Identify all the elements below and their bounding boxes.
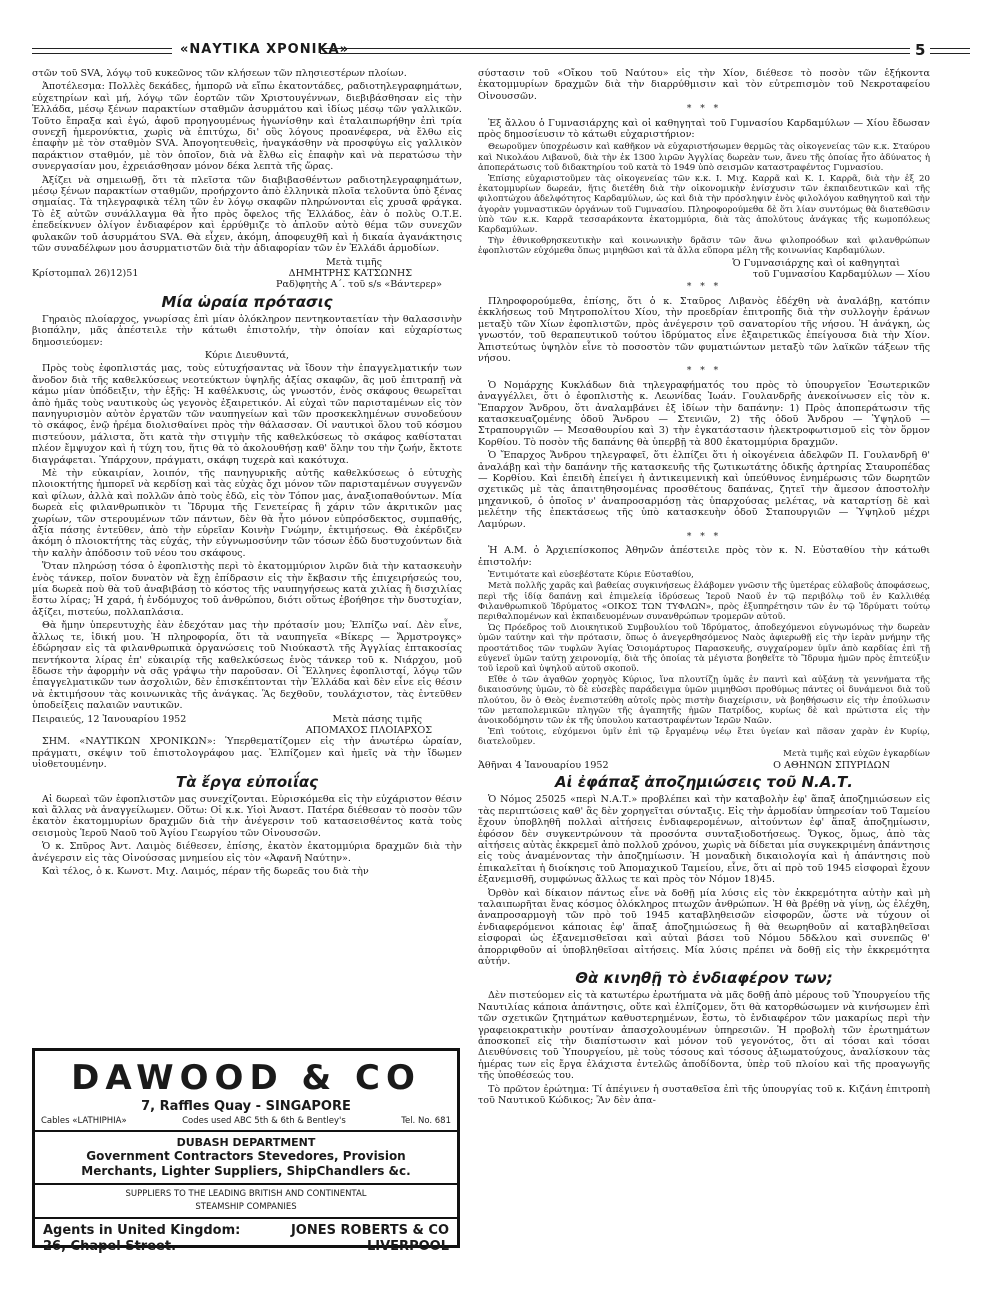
ad-department: DUBASH DEPARTMENT — [176, 1136, 316, 1149]
ad-services-line: Merchants, Lighter Suppliers, ShipChandlers &c. — [81, 1164, 411, 1178]
ad-agents — [35, 1223, 457, 1255]
quoted-paragraph: Ὡς Πρόεδρος τοῦ Διοικητικοῦ Συμβουλίου τοῦ Ἱδρύματος, ἀποδεχόμενοι εὐγνωμόνως τὴν δωρεὰν ὑμῶν ταύτην καὶ τὴν πρότασιν, ὅπως ὁ ἀνεγερθησόμενος Ναὸς ἀφιερωθῇ εἰς τὴν ἱερὰν μνήμην τῆς προστάτιδος τῶν τυφλῶν Ἁγίας Ὁσιομάρτυρος Παρασκευῆς, συγχαίρομεν ὑμῖν ἀπὸ καρδίας ἐπὶ τῇ εὐγενεῖ ὑμῶν ταύτῃ χειρονομίᾳ, διὰ τῆς ὁποίας τὰ μέγιστα βοηθεῖτε τὸ Ἵδρυμα ἡμῶν πρὸς ἐπιτεύξιν τοῦ ἱεροῦ καὶ ὑψηλοῦ αὐτοῦ σκοποῦ. — [478, 623, 930, 675]
article-paragraph: Ὁ κ. Σπῦρος Ἀντ. Λαιμὸς διέθεσεν, ἐπίσης, ἑκατὸν ἑκατομμύρια δραχμῶν διὰ τὴν ἀνέγερσιν εἰς τὰς Οἰνούσσας μνημείου εἰς τὸν «Ἀφανῆ Ναύτην». — [32, 841, 462, 864]
section-separator: * * * — [686, 532, 722, 543]
article-paragraph: Ὅταν πληρώσῃ τόσα ὁ ἐφοπλιστὴς περὶ τὸ ἑκατομμύριον λιρῶν διὰ τὴν κατασκευὴν ἑνὸς τάνκερ, ποῖον δυνατὸν νὰ ἔχῃ ἐπίδρασιν εἰς τὴν ἔκβασιν τῆς ἐπιχειρήσεώς του, μία δωρεὰ ποὺ θὰ τοῦ ἀναβιβάσῃ τὸ κόστος τῆς ναυπηγήσεως κατὰ χιλίας ἢ δισχιλίας ἔστω λίρας; Ἡ χαρά, ἡ ἐνδόμυχος τοῦ ἀνθρώπου, διότι οὕτως ἐβοήθησε τὴν δυστυχίαν, ἀξίζει, πιστεύω, πολλαπλάσια. — [32, 561, 462, 618]
signature-role: Ραδ)φητὴς Α΄. τοῦ s/s «Βάντερερ» — [276, 279, 442, 291]
ad-agents-row — [43, 1239, 449, 1255]
signature-name: ΔΗΜΗΤΡΗΣ ΚΑΤΣΩΝΗΣ — [288, 267, 412, 279]
article-paragraph: Ὁ Νομάρχης Κυκλάδων διὰ τηλεγραφήματός του πρὸς τὸ ὑπουργεῖον Ἐσωτερικῶν ἀναγγέλλει, ὅτι ὁ ἐφοπλιστὴς κ. Λεωνίδας Ἰωάν. Γουλανδρῆς ἀνεκοίνωσεν εἰς τὸν κ. Ἔπαρχον Ἄνδρου, ὅτι ἀναλαμβάνει ἐξ ἰδίων τὴν δαπάνην: 1) Πρὸς ἀποπεράτωσιν τῆς κατασκευαζομένης ὁδοῦ Ἄνδρου — Στενιῶν, 2) τῆς ὁδοῦ Ἄνδρου — Ὑψηλοῦ — Στραπουργιῶν — Μεσαθουρίου καὶ 3) τὴν ἐγκατάστασιν ἠλεκτροφωτισμοῦ εἰς τὸν ὅρμον Κορθίου. Τὸ ποσὸν τῆς δαπάνης θὰ ὑπερβῇ τὰ 800 ἑκατομμύρια δραχμῶν. — [478, 379, 930, 448]
article-paragraph: Ἐξ ἄλλου ὁ Γυμνασιάρχης καὶ οἱ καθηγηταὶ τοῦ Γυμνασίου Καρδαμύλων — Χίου ἔδωσαν πρὸς δημοσίευσιν τὸ κάτωθι εὐχαριστήριον: — [478, 117, 930, 141]
article-paragraph: Ἀξίζει νὰ σημειωθῇ, ὅτι τὰ πλεῖστα τῶν διαβιβασθέντων ραδιοτηλεγραφημάτων, μέσῳ ξένων παρακτίων σταθμῶν, προήρχοντο ἀπὸ ἑλληνικὰ πλοῖα τελοῦντα ὑπὸ ξένας σημαίας. Τὰ τηλεγραφικὰ τέλη τῶν ἐν λόγῳ σκαφῶν πληρώνονται εἰς χρυσᾶ φράγκα. Τὸ ἐξ αὐτῶν συνάλλαγμα θὰ ἦτο πρὸς ὄφελος τῆς Ἑλλάδος, ἐὰν ὁ πολὺς Ο.Τ.Ε. ἐπεδείκνυεν ὀλίγον ἐνδιαφέρον καὶ ἐρρύθμιζε τὸ ἁπλοῦν αὐτὸ θέμα τῶν συνεχῶν φυλακῶν τοῦ ἀσυρμάτου SVA. Θὰ εἶχεν, ἀκόμη, ἀποφευχθῆ καὶ ἡ δικαία ἀγανάκτησις τῶν συναδέλφων μου ἀσυρματιστῶν διὰ τὴν ἀδιαφορίαν τῶν ἐν Ἑλλάδι ἁρμοδίων. — [32, 174, 462, 255]
quoted-paragraph: Ἐντιμότατε καὶ εὐσεβέστατε Κύριε Εὐσταθίου, — [488, 570, 694, 581]
headline-proposal: Μία ὡραία πρότασις — [161, 292, 333, 311]
ad-telephone: Tel. No. 681 — [401, 1116, 451, 1126]
signature-place-date: Πειραιεύς, 12 Ἰανουαρίου 1952 — [32, 713, 187, 725]
article-paragraph: Καὶ τέλος, ὁ κ. Κωνστ. Μιχ. Λαιμός, πέραν τῆς δωρεᾶς του διὰ τὴν — [42, 866, 369, 877]
header-rule-left — [32, 48, 172, 54]
ad-agents-label: Agents in United Kingdom: — [43, 1223, 241, 1238]
quoted-signature: τοῦ Γυμνασίου Καρδαμύλων — Χίου — [752, 269, 930, 281]
newspaper-title: «ΝΑΥΤΙΚΑ ΧΡΟΝΙΚΑ» — [180, 42, 349, 57]
ad-codes: Codes used ABC 5th & 6th & Bentley's — [182, 1116, 346, 1126]
signature-name: ΑΠΟΜΑΧΟΣ ΠΛΟΙΑΡΧΟΣ — [305, 724, 432, 736]
ad-cables: Cables «LATHIPHIA» — [41, 1116, 127, 1126]
signature-row — [478, 760, 930, 771]
article-paragraph: Ὁ Ἔπαρχος Ἄνδρου τηλεγραφεῖ, ὅτι ἐλπίζει ὅτι ἡ οἰκογένεια ἀδελφῶν Π. Γουλανδρῆ θ' ἀναλάβῃ καὶ τὴν δαπάνην τῆς κατασκευῆς τῆς ζωτικωτάτης ὁδικῆς ἀρτηρίας Σταυροπέδας — Κορθίου. Καὶ ἐπειδὴ ἐπείγει ἡ ἀντικειμενικὴ καὶ ὑπεύθυνος ἐνημέρωσις τῶν δωρητῶν σχετικῶς μὲ τὰς ἀπαιτηθησομένας προσθέτους δαπάνας, ζητεῖ τὴν ἄμεσον ἀποστολὴν μηχανικοῦ, ὁ ὁποῖος ν' ἀναπροσαρμόσῃ τὰς ὑπαρχούσας μελέτας, νὰ καταρτίσῃ δὲ καὶ μελέτην τῆς ἐπεκτάσεως τῆς ὑπὸ κατασκευὴν ὁδοῦ Σταπουργιῶν — Ὑψηλοῦ μέχρι Λαμύρων. — [478, 450, 930, 530]
article-paragraph: Γηραιὸς πλοίαρχος, γνωρίσας ἐπὶ μίαν ὁλόκληρον πεντηκονταετίαν τὴν θαλασσινὴν βιοπάλην, μᾶς ἀπέστειλε τὴν κάτωθι ἐπιστολήν, τὴν ὁποίαν καὶ εὐχαρίστως δημοσιεύομεν: — [32, 313, 462, 348]
article-paragraph: Ἀποτέλεσμα: Πολλὲς δεκάδες, ἡμπορῶ νὰ εἴπω ἑκατοντάδες, ραδιοτηλεγραφημάτων, εὐχετηρίων καὶ μή, λόγῳ τῶν ἑορτῶν τῶν Χριστουγέννων, διεβιβάσθησαν εἰς τὴν Ἑλλάδα, μέσῳ ξένων παρακτίων σταθμῶν ἀσυρμάτου καὶ ἰδίως μέσῳ τῶν γαλλικῶν. Τοῦτο ἔπραξα καὶ ἐγώ, ἀφοῦ προηγουμένως ἠγωνίσθην καὶ ἐταλαιπωρήθην ἐπὶ τρία συνεχῆ ἡμερονύκτια, χωρὶς νὰ ἐπιτύχω, δι' οὓς λόγους προανέφερα, νὰ ἔλθω εἰς ἐπαφὴν μὲ τὸν σταθμὸν SVA. Ἀπογοητευθεὶς, ἠναγκάσθην νὰ προσφύγω εἰς γαλλικὸν παράκτιον σταθμόν, μὲ τὸν ὁποῖον, διὰ νὰ ἔλθω εἰς ἐπαφὴν καὶ νὰ περατώσω τὴν συνεργασίαν μου, ἐχρειάσθησαν μόνον δέκα λεπτὰ τῆς ὥρας. — [32, 81, 462, 173]
ad-suppliers-line: SUPPLIERS TO THE LEADING BRITISH AND CONTINENTAL — [125, 1189, 367, 1199]
ad-agents-city: LIVERPOOL — [367, 1239, 449, 1254]
quoted-closing: Μετὰ τιμῆς καὶ εὐχῶν ἐγκαρδίων — [783, 748, 930, 759]
ad-contact-row — [41, 1116, 451, 1126]
article-paragraph: Ὀρθὸν καὶ δίκαιον πάντως εἶνε νὰ δοθῇ μία λύσις εἰς τὸν ἐκκρεμότητα αὐτὴν καὶ μὴ ταλαιπωρῆται ἕνας κόσμος ὁλόκληρος πτωχῶν ἀνθρώπων. Ἡ θὰ βρέθῃ νὰ γίνῃ, ὡς ἐλέχθη, ἀναπροσαρμογὴ τῶν πρὸ τοῦ 1945 καταβληθεισῶν εἰσφορῶν, ὥστε νὰ τύχουν οἱ ἐνδιαφερόμενοι κάποιας ἐφ' ἅπαξ ἀποζημιώσεως ἢ θὰ θεωρηθοῦν αἱ καταβληθεῖσαι εἰσφοραὶ ὡς ἐξανεμισθεῖσαι καὶ αὐταὶ βάσει τοῦ Νόμου 5δ&λου καὶ συνεπῶς θ' ἀπορριφθοῦν αἱ ὑποβληθεῖσαι αἰτήσεις. Μία λύσις πρέπει νὰ δοθῇ εἰς τὴν ἐκκρεμότητα αὐτήν. — [478, 887, 930, 967]
article-paragraph: Πρὸς τοὺς ἐφοπλιστάς μας, τοὺς εὐτυχήσαντας νὰ ἴδουν τὴν ἐπαγγελματικήν των ἄνοδον διὰ τῆς καθελκύσεως νεοτεύκτων ὑψηλῆς ἀξίας σκαφῶν, ἂς μοῦ ἐπιτραπῇ νὰ κάμω μίαν ὑπόδειξιν, τὴν ἑξῆς: Ἡ καθέλκυσις, ὡς γνωστόν, ἑνὸς σκάφους θεωρεῖται ἀπὸ ἡμᾶς τοὺς ναυτικοὺς ὡς γεγονὸς ἐξαιρετικόν. Αἱ εὐχαὶ τῶν παρισταμένων εἰς τὸν πανηγυρισμὸν αὐτὸν ἐργατῶν τῶν ναυπηγείων καὶ τῶν προσκεκλημένων συνοδεύουν τὸ σκάφος, ἐνῷ ἠρέμα διολισθαίνει πρὸς τὴν θάλασσαν. Οἱ ναυτικοὶ ὅλου τοῦ κόσμου πιστεύουν, μάλιστα, ὅτι κατὰ τὴν στιγμὴν τῆς καθελκύσεως τὸ σκάφος καθίσταται πλέον ἔμψυχον καὶ ἡ τύχη του, ἥτις θὰ τὸ ἀκολουθήσῃ καθ' ὅλην του τὴν ζωήν, ἔκτοτε διαγράφεται. Ὑπάρχουν, πράγματι, σκάφη τυχερὰ καὶ κακότυχα. — [32, 363, 462, 466]
ad-address: 7, Raffles Quay - SINGAPORE — [141, 1099, 351, 1114]
article-paragraph: σύστασιν τοῦ «Οἴκου τοῦ Ναύτου» εἰς τὴν Χίον, διέθεσε τὸ ποσὸν τῶν ἑξήκοντα ἑκατομμυρίων δραχμῶν διὰ τὴν διαρρύθμισιν καὶ τὸν εὐτρεπισμὸν τοῦ Νεκροταφείου Οἰνουσσῶν. — [478, 68, 930, 102]
signature-place-date: Κρίστομπαλ 26)12)51 — [32, 267, 139, 279]
article-paragraph: Τὸ πρῶτον ἐρώτημα: Τί ἀπέγινεν ἡ συσταθεῖσα ἐπὶ τῆς ὑπουργίας τοῦ κ. Κιζάνη ἐπιτροπὴ τοῦ Ναυτικοῦ Κώδικος; Ἂν δὲν ἀπα- — [478, 1083, 930, 1107]
editor-note: ΣΗΜ. «ΝΑΥΤΙΚΩΝ ΧΡΟΝΙΚΩΝ»: Ὑπερθεματίζομεν εἰς τὴν ἀνωτέρω ὡραίαν, πράγματι, σκέψιν τοῦ ἐπιστολογράφου μας. Ἐλπίζομεν καὶ ἡμεῖς νὰ τὴν ἴδωμεν υἱοθετουμένην. — [32, 736, 462, 771]
ad-agents-name: JONES ROBERTS & CO — [290, 1223, 449, 1238]
quoted-paragraph: Ἐπίσης εὐχαριστοῦμεν τὰς οἰκογενείας τῶν κ.κ. Ι. Μιχ. Καρρᾶ καὶ Κ. Ι. Καρρᾶ, διὰ τὴν ἐξ 20 ἑκατομμυρίων δωρεάν, ἥτις διετέθη διὰ τὴν οἰκονομικὴν ἐνίσχυσιν τῶν ἐκπαιδευτικῶν καὶ τῆς φιλοπτώχου ἀδελφότητος Καρδαμύλων, ὡς καὶ διὰ τὴν πρόσληψιν ἑνὸς φιλολόγου καθηγητοῦ καὶ τὴν ἀγορὰν γυμναστικῶν ὀργάνων τοῦ Γυμνασίου. Πληροφορούμεθα δὲ ὅτι λίαν συντόμως θὰ διατεθῶσιν ὑπὸ τῶν κ.κ. Καρρᾶ τεσσαράκοντα ἑκατομμύρια, διὰ τὰς ἀπολύτους ἀνάγκας τῆς κωμοπόλεως Καρδαμύλων. — [478, 174, 930, 236]
section-separator: * * * — [686, 366, 722, 377]
ad-divider — [35, 1217, 457, 1219]
article-paragraph: Αἱ δωρεαὶ τῶν ἐφοπλιστῶν μας συνεχίζονται. Εὐρισκόμεθα εἰς τὴν εὐχάριστον θέσιν καὶ ἄλλας νὰ ἀναγγείλωμεν. Οὕτω: Οἱ κ.κ. Υἱοὶ Ἀναστ. Πατέρα διέθεσαν τὸ ποσὸν τῶν ἑκατὸν ἑκατομμυρίων δραχμῶν διὰ τὴν ἀνέγερσιν τοῦ κατασεισθέντος κατὰ τοὺς σεισμοὺς Ἱεροῦ Ναοῦ τοῦ Ἁγίου Γεωργίου τῶν Οἰνουσσῶν. — [32, 793, 462, 839]
article-paragraph: Πληροφορούμεθα, ἐπίσης, ὅτι ὁ κ. Σταῦρος Λιβανὸς ἐδέχθη νὰ ἀναλάβῃ, κατόπιν ἐκκλήσεως τοῦ Μητροπολίτου Χίου, τὴν προεδρίαν ἐπιτροπῆς διὰ τὴν συλλογὴν ἐράνων μεταξὺ τῶν Χίων ἐφοπλιστῶν, πρὸς ἀνέγερσιν τοῦ σανατορίου τῆς νήσου. Ἡ ἀνάγκη, ὡς γνωστόν, τοῦ θεραπευτικοῦ τούτου ἱδρύματος εἶνε ἐξαιρετικῶς ἐπείγουσα διὰ τὴν Χίον. Ἀπιστεύτως ὑψηλὸν εἶνε τὸ ποσοστὸν τῶν φυματιώντων μεταξὺ τῶν λαϊκῶν τάξεων τῆς νήσου. — [478, 295, 930, 364]
signature-closing: Μετὰ πάσης τιμῆς — [332, 713, 422, 725]
ad-company-name: DAWOOD & CO — [71, 1058, 421, 1098]
article-paragraph: Ὁ Νόμος 25025 «περὶ Ν.Α.Τ.» προβλέπει καὶ τὴν καταβολὴν ἐφ' ἅπαξ ἀποζημιώσεων εἰς τὰς περιπτώσεις καθ' ἃς δὲν χορηγεῖται σύνταξις. Εἰς τὴν ἁρμοδίαν ὑπηρεσίαν τοῦ Ταμείου ἔχουν ὑποβληθῆ πολλαὶ αἰτήσεις ἐνδιαφερομένων, αἰτούντων ἐφ' ἅπαξ ἀποζημίωσιν, ἐφόσον δὲν συγκεντρώνουν τὰ προσόντα συνταξιοδοτήσεως. Ὄγκος, ὅμως, ἀπὸ τὰς αἰτήσεις αὐτὰς ἐκκρεμεῖ ἀπὸ πολλοῦ χρόνου, χωρὶς νὰ δίδεται μία συγκεκριμένη ἀπάντησις εἰς τοὺς ἀναμένοντας τὴν ἀποζημίωσιν. Ἡ μοναδικὴ δικαιολογία καὶ ἡ ἀπάντησις ποὺ ἐπικαλεῖται ἡ διοίκησις τοῦ Ἀπομαχικοῦ Ταμείου, εἶνε, ὅτι αἱ πρὸ τοῦ 1945 εἰσφοραὶ ἔχουν ἐξανεμισθῆ, συμφώνως ἄλλως τε καὶ πρὸς τὸν Νόμον 18)45. — [478, 794, 930, 886]
right-column — [478, 68, 930, 1108]
ad-divider — [35, 1183, 457, 1185]
article-paragraph: στῶν τοῦ SVA, λόγῳ τοῦ κυκεῶνος τῶν κλήσεων τῶν πλησιεστέρων πλοίων. — [32, 68, 407, 79]
article-paragraph: Θὰ ἤμην ὑπερευτυχὴς ἐὰν ἐδεχόταν μας τὴν πρότασίν μου; Ἐλπίζω ναί. Δὲν εἶνε, ἄλλως τε, ἰδική μου. Ἡ πληροφορία, ὅτι τὰ ναυπηγεῖα «Βίκερς — Ἄρμστρογκς» ἐδώρησαν εἰς τὰ φιλανθρωπικὰ ὀργανώσεις τοῦ Νιούκαστλ τῆς Ἀγγλίας ἑπτακοσίας πεντήκοντα λίρας ἐπ' εὐκαιρίᾳ τῆς καθελκύσεως ἑνὸς τάνκερ τοῦ κ. Νιάρχου, μοῦ ἔδωσε τὴν ἀφορμὴν νὰ σᾶς γράψω τὴν παροῦσαν. Οἱ Ἕλληνες ἐφοπλισταί, λόγῳ τῶν ἐπαγγελματικῶν των ἀσχολιῶν, δὲν ἐπισκέπτονται τὴν Ἑλλάδα καὶ δὲν εἶνε εἰς θέσιν νὰ ἐκτιμήσουν τὰς κοινωνικὰς τῆς ἀνάγκας. Ἂς δεχθοῦν, τουλάχιστον, τὰς ἐντεῦθεν ὑποδείξεις παλαιῶν ναυτικῶν. — [32, 620, 462, 712]
page-header — [20, 42, 980, 66]
headline-interest: Θὰ κινηθῇ τὸ ἐνδιαφέρον των; — [575, 969, 833, 988]
header-rule-end — [930, 48, 970, 54]
signature-row — [32, 714, 462, 725]
signature-row — [32, 268, 462, 279]
quoted-paragraph: Μετὰ πολλῆς χαρᾶς καὶ βαθείας συγκινήσεως ἐλάβομεν γνῶσιν τῆς ὑμετέρας εὐλαβοῦς ἀποφάσεως, περὶ τῆς ἰδίᾳ δαπάνῃ καὶ ἐπιμελείᾳ ἱδρύσεως Ἱεροῦ Ναοῦ ἐν τῷ περιβόλῳ τοῦ ἐν Καλλιθέᾳ Φιλανθρωπικοῦ Ἱδρύματος «ΟΙΚΟΣ ΤΩΝ ΤΥΦΛΩΝ», πρὸς ἐξυπηρέτησιν τῶν ἐν τῷ Ἱδρύματι τούτῳ περιθαλπομένων καὶ ἐκπαιδευομένων συνανθρώπων τρομερῶν αὐτοῦ. — [478, 581, 930, 623]
quoted-letter — [478, 142, 930, 256]
signature-place-date: Ἀθῆναι 4 Ἰανουαρίου 1952 — [478, 759, 609, 771]
section-separator: * * * — [686, 104, 722, 115]
headline-charity: Τὰ ἔργα εὐποιΐας — [175, 772, 319, 791]
page-number: 5 — [915, 41, 926, 59]
letter-salutation: Κύριε Διευθυντά, — [204, 349, 290, 361]
ad-suppliers-line: STEAMSHIP COMPANIES — [195, 1202, 297, 1212]
signature-name: Ο ΑΘΗΝΩΝ ΣΠΥΡΙΔΩΝ — [773, 759, 890, 771]
section-separator: * * * — [686, 282, 722, 293]
headline-compensation: Αἱ ἐφάπαξ ἀποζημιώσεις τοῦ Ν.Α.Τ. — [555, 773, 853, 792]
ad-divider — [35, 1130, 457, 1132]
ad-agents-row — [43, 1223, 449, 1239]
quoted-paragraph: Εἴθε ὁ τῶν ἀγαθῶν χορηγὸς Κύριος, ἵνα πλουτίζῃ ὑμᾶς ἐν παντὶ καὶ αὐξάνῃ τὰ γεννήματα τῆς δικαιοσύνης ὑμῶν, τὸ δὲ εὐσεβὲς παράδειγμα ὑμῶν μιμηθῶσι προθύμως πάντες οἱ δυνάμενοι διὰ τοῦ πλούτου, ὃν ὁ Θεὸς ἐνεπιστεύθη αὐτοῖς πρὸς πιστὴν διαχείρισιν, νὰ βοηθήσωσιν εἰς τὴν ἐπούλωσιν τῶν μεταπολεμικῶν πληγῶν τῆς ἀγαπητῆς ἡμῶν Πατρίδος, κυρίως δὲ καὶ πρώτιστα εἰς τὴν ἀνοικοδόμησιν τῶν ἐκ τῆς ὑπουλου καταστραφέντων Ἱερῶν Ναῶν. — [478, 675, 930, 727]
article-paragraph: Δὲν πιστεύομεν εἰς τὰ κατωτέρω ἐρωτήματα νὰ μᾶς δοθῇ ἀπὸ μέρους τοῦ Ὑπουργείου τῆς Ναυτιλίας κάποια ἀπάντησις, οὔτε καὶ ἐλπίζομεν, ὅτι θὰ κατορθώσωμεν νὰ κινήσωμεν ἐπὶ τῶν σχετικῶν ζητημάτων καθυστερημένων, ἔστω, τὸ ἐνδιαφέρον τῶν μακαρίως περὶ τὴν γραφειοκρατικὴν ρουτίναν ἀπασχολουμένων ὑπηρεσιῶν. Ἡ προβολὴ τῶν ἐρωτημάτων ἀποσκοπεῖ εἰς τὴν διαπίστωσιν καὶ μόνον τοῦ γεγονότος, ὅτι αἱ τόσαι καὶ τόσαι Διευθύνσεις τοῦ Ὑπουργείου, μὲ τοὺς τόσους καὶ τόσους ἀξιωματούχους, ἀναλίσκουν τὰς ἡμέρας των εἰς ἔργα ἐλάχιστα ἐντελῶς ἀποδίδοντα, ὑπὲρ τοῦ πλοίου καὶ τῆς προαγωγῆς τῆς ὑποθέσεώς του. — [478, 990, 930, 1082]
article-paragraph: Ἡ Α.Μ. ὁ Ἀρχιεπίσκοπος Ἀθηνῶν ἀπέστειλε πρὸς τὸν κ. Ν. Εὐσταθίου τὴν κάτωθι ἐπιστολήν: — [478, 545, 930, 568]
quoted-paragraph: Ἐπὶ τούτοις, εὐχόμενοι ὑμῖν ἐπὶ τῷ ἔργαμένῳ νέῳ ἔτει ὑγείαν καὶ πᾶσαν χαρὰν ἐν Κυρίῳ, διατελοῦμεν. — [478, 727, 930, 748]
quoted-paragraph: Τὴν ἐθνικοθρησκευτικὴν καὶ κοινωνικὴν δρᾶσιν τῶν ἄνω φιλοπροόδων καὶ φιλανθρώπων ἐφοπλιστῶν εὐχόμεθα ὅπως μιμηθῶσι καὶ τὰ ἄλλα εὔπορα μέλη τῆς κοινωνίας Καρδαμύλων. — [478, 236, 930, 257]
quoted-paragraph: Θεωροῦμεν ὑποχρέωσιν καὶ καθῆκον νὰ εὐχαριστήσωμεν θερμῶς τὰς οἰκογενείας τῶν κ.κ. Σταύρου καὶ Νικολάου Λιβανοῦ, διὰ τὴν ἐκ 1300 λιρῶν Ἀγγλίας δωρεὰν των, ἄνευ τῆς ὁποίας ἦτο ἀδύνατος ἡ ἀποπεράτωσις τοῦ διδακτηρίου τοῦ κατὰ τὸ 1949 ὑπὸ σεισμῶν καταστραφέντος Γυμνασίου. — [478, 142, 930, 173]
quoted-signature: Ὁ Γυμνασιάρχης καὶ οἱ καθηγηταὶ — [732, 257, 900, 269]
left-column — [32, 68, 462, 879]
ad-services-line: Government Contractors Stevedores, Provision — [86, 1149, 406, 1163]
header-rule-right — [320, 48, 910, 54]
advertisement-dawood — [32, 1048, 460, 1254]
article-paragraph: Μὲ τὴν εὐκαιρίαν, λοιπόν, τῆς πανηγυρικῆς αὐτῆς καθελκύσεως ὁ εὐτυχὴς πλοιοκτήτης ἠμπορεῖ νὰ κερδίσῃ καὶ τὰς εὐχὰς ὄχι μόνον τῶν παρισταμένων συγγενῶν καὶ φίλων, ἀλλὰ καὶ πολλῶν ἀπὸ τοὺς ἐδῶ, εἰς τὸν Τόπον μας, ἀναξιοπαθούντων. Μία δωρεὰ εἰς φιλανθρωπικὸν τι Ἵδρυμα τῆς Γενετείρας ἢ χάριν τῶν ἀκριτικῶν μας χωρίων, τῶν στερουμένων τῶν πάντων, δὲν θὰ ἦτο μόνον εὐπρόσδεκτος, συμπαθής, ἀξία πάσης ἐντεῦθεν, ἀπὸ τὴν εὐρεῖαν Κοινὴν Γνώμην, ἐκτιμήσεως. Θὰ ἐκέρδιζεν ἀκόμη ὁ πλοιοκτήτης τὰς εὐχάς, τὴν εὐγνωμοσύνην τῶν τόσων ἐδῶ δυστυχούντων διὰ τὴν καλὴν ἀπόδοσιν τοῦ νέου του σκάφους. — [32, 468, 462, 559]
ad-agents-street: 26, Chapel Street. — [43, 1239, 177, 1254]
signature-closing: Μετὰ τιμῆς — [325, 256, 382, 268]
quoted-letter — [478, 570, 930, 759]
